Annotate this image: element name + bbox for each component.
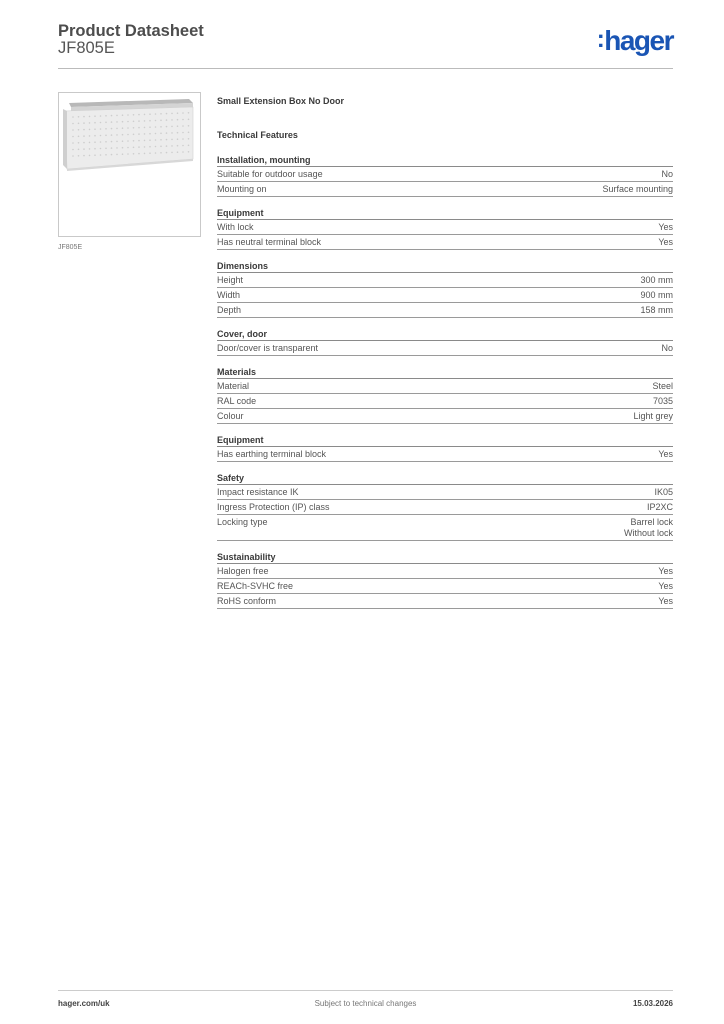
feature-label: With lock [217, 222, 254, 232]
feature-row [217, 594, 673, 609]
product-code: JF805E [58, 39, 115, 57]
feature-row [217, 167, 673, 182]
feature-value: Yes [658, 237, 673, 247]
footer-divider [58, 990, 673, 991]
section-title: Installation, mounting [217, 154, 673, 167]
feature-value: Yes [658, 596, 673, 606]
feature-row [217, 273, 673, 288]
feature-value: 900 mm [640, 290, 673, 300]
feature-row [217, 447, 673, 462]
feature-label: Locking type [217, 517, 268, 527]
feature-value: No [661, 169, 673, 179]
footer-website: hager.com/uk [58, 999, 110, 1008]
footer-notice: Subject to technical changes [314, 999, 417, 1008]
feature-row [217, 379, 673, 394]
feature-section [217, 154, 673, 197]
feature-label: Height [217, 275, 244, 285]
feature-value: Light grey [633, 411, 673, 421]
feature-value: 7035 [652, 396, 673, 406]
feature-row [217, 579, 673, 594]
feature-value: 158 mm [640, 305, 673, 315]
product-image [58, 92, 201, 237]
datasheet-content [217, 95, 673, 619]
feature-section [217, 207, 673, 250]
feature-label: Has earthing terminal block [217, 449, 327, 459]
feature-row [217, 220, 673, 235]
feature-value: Steel [652, 381, 673, 391]
feature-row [217, 515, 673, 541]
feature-label: Mounting on [217, 184, 267, 194]
feature-row [217, 303, 673, 318]
feature-label: Material [217, 381, 250, 391]
feature-label: Suitable for outdoor usage [217, 169, 323, 179]
feature-row [217, 394, 673, 409]
feature-section [217, 328, 673, 356]
section-title: Cover, door [217, 328, 673, 341]
feature-label: Door/cover is transparent [217, 343, 319, 353]
extension-box-illustration [59, 93, 200, 236]
section-title: Sustainability [217, 551, 673, 564]
feature-row [217, 500, 673, 515]
section-title: Materials [217, 366, 673, 379]
feature-row [217, 235, 673, 250]
feature-value: Surface mounting [602, 184, 673, 194]
page-header [58, 22, 673, 68]
product-name: Small Extension Box No Door [217, 96, 345, 106]
feature-label: RoHS conform [217, 596, 277, 606]
feature-value: Yes [658, 222, 673, 232]
feature-value: Yes [658, 581, 673, 591]
feature-row [217, 288, 673, 303]
feature-row [217, 341, 673, 356]
page-footer [58, 998, 673, 1010]
feature-label: Halogen free [217, 566, 269, 576]
section-title: Equipment [217, 434, 673, 447]
feature-label: RAL code [217, 396, 257, 406]
feature-label: Ingress Protection (IP) class [217, 502, 330, 512]
section-title: Dimensions [217, 260, 673, 273]
feature-value: IP2XC [646, 502, 673, 512]
feature-label: REACh-SVHC free [217, 581, 294, 591]
feature-value: 300 mm [640, 275, 673, 285]
feature-section [217, 366, 673, 424]
feature-label: Colour [217, 411, 244, 421]
feature-row [217, 182, 673, 197]
hager-logo: :hager [596, 25, 673, 56]
feature-value: Yes [658, 566, 673, 576]
feature-label: Has neutral terminal block [217, 237, 322, 247]
feature-section [217, 472, 673, 541]
feature-row [217, 485, 673, 500]
feature-section [217, 260, 673, 318]
feature-label: Width [217, 290, 241, 300]
feature-label: Impact resistance IK [217, 487, 299, 497]
feature-value: Barrel lock Without lock [623, 517, 673, 538]
feature-label: Depth [217, 305, 242, 315]
feature-row [217, 409, 673, 424]
feature-row [217, 564, 673, 579]
feature-sections [217, 154, 673, 609]
feature-section [217, 551, 673, 609]
feature-section [217, 434, 673, 462]
section-title: Safety [217, 472, 673, 485]
image-caption: JF805E [58, 244, 83, 251]
footer-date: 15.03.2026 [632, 999, 673, 1008]
feature-value: No [661, 343, 673, 353]
section-title: Equipment [217, 207, 673, 220]
header-divider [58, 68, 673, 69]
feature-value: Yes [658, 449, 673, 459]
document-title: Product Datasheet [58, 22, 204, 40]
technical-features-heading: Technical Features [217, 130, 298, 140]
feature-value: IK05 [654, 487, 673, 497]
